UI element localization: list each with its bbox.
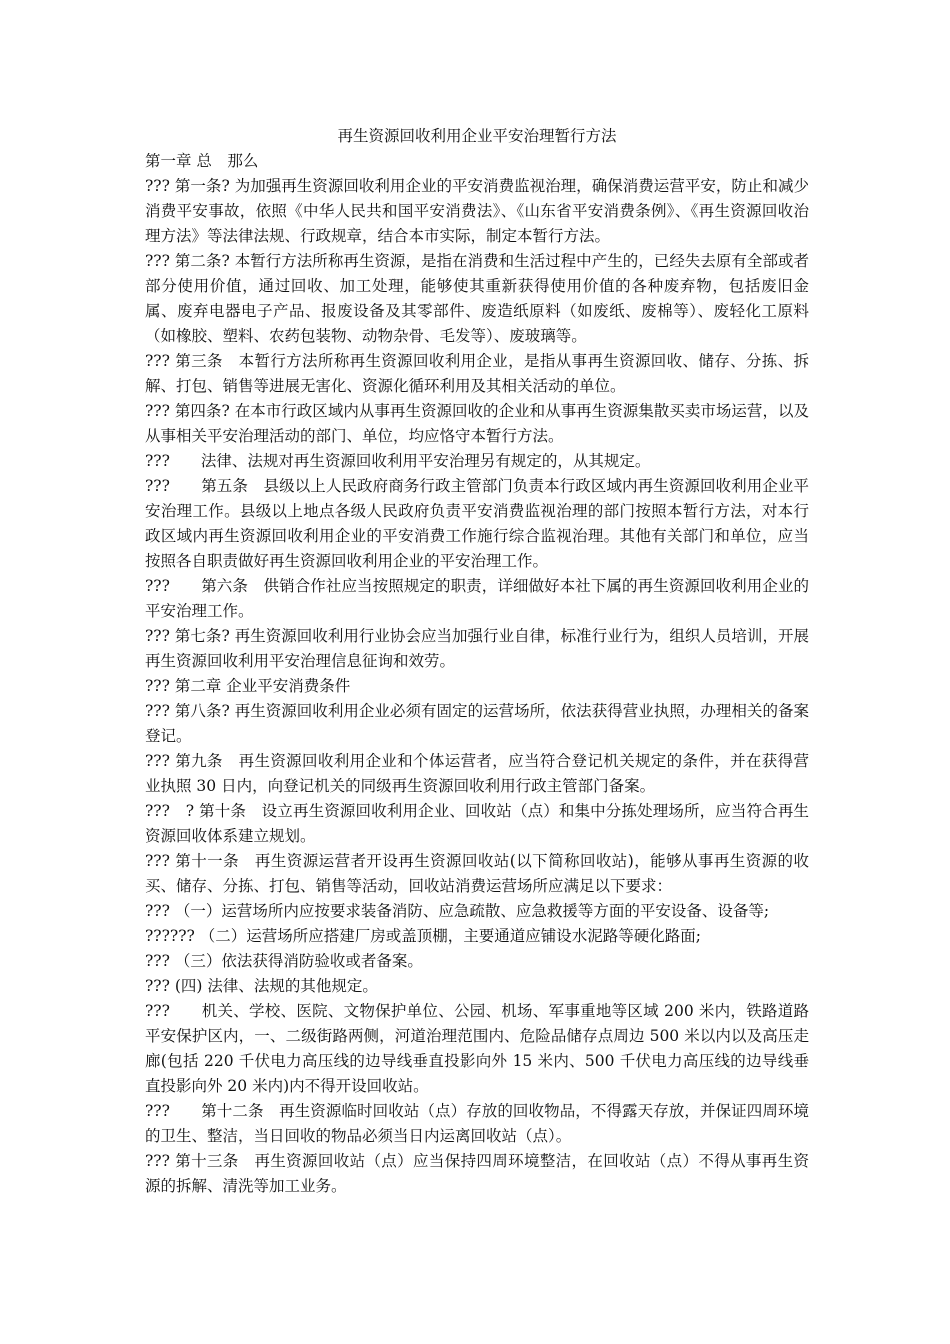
- paragraph: ??? ? 第十条 设立再生资源回收利用企业、回收站（点）和集中分拣处理场所，应当符合再生资源回收体系建立规划。: [145, 802, 809, 845]
- chapter-heading: 第一章 总 那么: [145, 152, 259, 170]
- paragraph: ??? 第十一条 再生资源运营者开设再生资源回收站(以下简称回收站)，能够从事再生资源的收买、储存、分拣、打包、销售等活动，回收站消费运营场所应满足以下要求：: [145, 852, 809, 895]
- list-item: ??? (四) 法律、法规的其他规定。: [145, 977, 378, 995]
- paragraph: ??? 第一条? 为加强再生资源回收利用企业的平安消费监视治理，确保消费运营平安，防止和减少消费平安事故，依照《中华人民共和国平安消费法》、《山东省平安消费条例》、《再生资源回收治理方法》等法律法规、行政规章，结合本市实际，制定本暂行方法。: [145, 177, 809, 245]
- list-item: ??? （三）依法获得消防验收或者备案。: [145, 952, 423, 970]
- paragraph: ??? 第十三条 再生资源回收站（点）应当保持四周环境整洁，在回收站（点）不得从事再生资源的拆解、清洗等加工业务。: [145, 1152, 809, 1195]
- paragraph: ??? 机关、学校、医院、文物保护单位、公园、机场、军事重地等区域 200 米内，铁路道路平安保护区内，一、二级街路两侧，河道治理范围内、危险品储存点周边 500 米以内以及高压走廊(包括 220 千伏电力高压线的边导线垂直投影向外 15 米内、500 千伏电力高压线的边导线垂直投影向外 20 米内)内不得开设回收站。: [145, 1002, 809, 1095]
- paragraph: ??? 第四条? 在本市行政区域内从事再生资源回收的企业和从事再生资源集散买卖市场运营，以及从事相关平安治理活动的部门、单位，均应恪守本暂行方法。: [145, 402, 809, 445]
- paragraph: ??? 第五条 县级以上人民政府商务行政主管部门负责本行政区域内再生资源回收利用企业平安治理工作。县级以上地点各级人民政府负责平安消费监视治理的部门按照本暂行方法，对本行政区域内再生资源回收利用企业的平安消费工作施行综合监视治理。其他有关部门和单位，应当按照各自职责做好再生资源回收利用企业的平安治理工作。: [145, 477, 809, 570]
- paragraph: ??? 第八条? 再生资源回收利用企业必须有固定的运营场所，依法获得营业执照，办理相关的备案登记。: [145, 702, 809, 745]
- paragraph: ??? 第六条 供销合作社应当按照规定的职责，详细做好本社下属的再生资源回收利用企业的平安治理工作。: [145, 577, 809, 620]
- chapter-heading: ??? 第二章 企业平安消费条件: [145, 677, 351, 695]
- list-item: ??? （一）运营场所内应按要求装备消防、应急疏散、应急救援等方面的平安设备、设备等;: [145, 902, 770, 920]
- paragraph: ??? 第三条 本暂行方法所称再生资源回收利用企业，是指从事再生资源回收、储存、分拣、拆解、打包、销售等进展无害化、资源化循环利用及其相关活动的单位。: [145, 352, 809, 395]
- document-page: [145, 124, 809, 1199]
- paragraph: ??? 第七条? 再生资源回收利用行业协会应当加强行业自律，标准行业行为，组织人员培训，开展再生资源回收利用平安治理信息征询和效劳。: [145, 627, 809, 670]
- paragraph: ??? 第九条 再生资源回收利用企业和个体运营者，应当符合登记机关规定的条件，并在获得营业执照 30 日内，向登记机关的同级再生资源回收利用行政主管部门备案。: [145, 752, 809, 795]
- paragraph: ??? 第二条? 本暂行方法所称再生资源，是指在消费和生活过程中产生的，已经失去原有全部或者部分使用价值，通过回收、加工处理，能够使其重新获得使用价值的各种废弃物，包括废旧金属、废弃电器电子产品、报废设备及其零部件、废造纸原料（如废纸、废棉等）、废轻化工原料（如橡胶、塑料、农药包装物、动物杂骨、毛发等）、废玻璃等。: [145, 252, 809, 345]
- paragraph: ??? 法律、法规对再生资源回收利用平安治理另有规定的，从其规定。: [145, 452, 651, 470]
- document-title: 再生资源回收利用企业平安治理暂行方法: [337, 127, 617, 145]
- list-item: ?????? （二）运营场所应搭建厂房或盖顶棚，主要通道应铺设水泥路等硬化路面;: [145, 927, 702, 945]
- paragraph: ??? 第十二条 再生资源临时回收站（点）存放的回收物品，不得露天存放，并保证四周环境的卫生、整洁，当日回收的物品必须当日内运离回收站（点）。: [145, 1102, 809, 1145]
